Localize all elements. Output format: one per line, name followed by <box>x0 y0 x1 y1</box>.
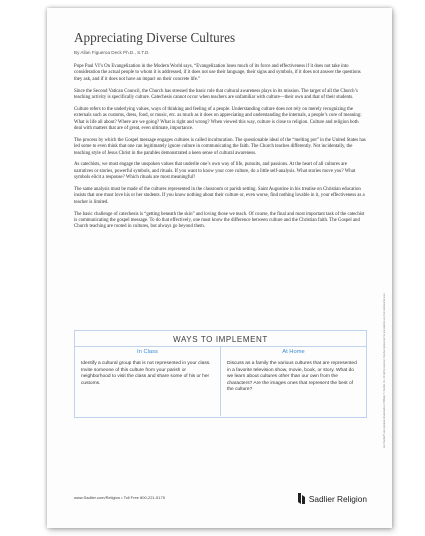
logo-text: Sadlier Religion <box>308 493 367 504</box>
page-title: Appreciating Diverse Cultures <box>74 30 236 45</box>
paragraph-1: Pope Paul VI’s On Evangelization in the Modern World says, “Evangelization loses much of its force and effectiveness if it does not take into consideration the actual people to whom it is addressed, if it does not use their language, their signs and symbols, if it does not answer the questions they ask, and if it does not have an impact on their concrete life.” <box>74 64 361 82</box>
paragraph-6: The same analysis must be made of the cultures represented in the classroom or parish setting. Saint Augustine in his treatise on Christian education insists that one must love his or her students. If you know nothing about their culture or, even worse, find nothing lovable in it, your effectiveness as a teacher is limited. <box>74 187 365 205</box>
paragraph-4: The process by which the Gospel message engages cultures is called inculturation. The questionable ideal of the “melting pot” in the United States has led some to even think that one can legitimately ignore culture in communicating the faith. The Church teaches differently. Not incidentally, the teaching style of Jesus Christ in the parables demonstrated a keen sense of cultural awareness. <box>74 137 366 156</box>
sadlier-logo <box>297 493 367 504</box>
in-class-column <box>75 347 221 416</box>
ways-title: WAYS TO IMPLEMENT <box>173 335 268 344</box>
worksheet-page <box>47 8 392 528</box>
author-byline: By Allan Figueroa Deck Ph.D., S.T.D. <box>74 50 150 55</box>
ways-to-implement-box <box>74 330 367 418</box>
paragraph-5: As catechists, we must engage the unspoken values that underlie one’s own way of life, pursuits, and passions. At the heart of all cultures are narratives or stories, powerful symbols, and rituals. If you want to know your core culture, do a little self-analysis. What stories move you? What symbols elicit a response? Which rituals are most meaningful? <box>74 162 356 181</box>
ways-columns <box>75 346 366 416</box>
sadlier-logo-icon <box>297 493 306 504</box>
article <box>74 30 367 236</box>
at-home-column <box>221 347 366 416</box>
paragraph-7: The basic challenge of catechesis is “getting beneath the skin” and loving those we teach. Of course, the final and most important task of the catechist is communicating the gospel message. To do that effectively, one must know the difference between culture and the Christian faith. The Gospel and Church teaching are rooted in cultures, but always go beyond them. <box>74 211 365 230</box>
paragraph-2: Since the Second Vatican Council, the Church has stressed the basic role that cultural awareness plays in its mission. The target of all the Church’s teaching activity is specifically culture. Catechesis cannot occur when teachers are unfamiliar with culture—their own and that of their students. <box>74 88 358 101</box>
in-class-text: Identify a cultural group that is not represented in your class. Invite someone of this culture from your parish or neighborhood to visit the class and share some of his or her customs. <box>81 361 211 386</box>
copyright-side-text: and Sadlier® are registered trademarks of William H. Sadlier, Inc. All rights reserved. May be reproduced for educational use (not commercial use). <box>383 292 386 448</box>
paragraph-3: Culture refers to the underlying values, ways of thinking and feeling of a people. Understanding culture does not rely on merely recognizing the externals such as customs, dress, food, or music, etc. as much as it does on appreciating and understanding the internals, a people’s core of meaning: What is life all about? Where are we going? What is right and wrong? When viewed this way, culture is close to religion. Culture and religion both deal with matters that are of great, even ultimate, importance. <box>74 106 362 132</box>
at-home-heading: At Home <box>282 349 305 355</box>
footer-url: www.Sadlier.com/Religion • Toll Free 800-221-5175 <box>74 495 165 500</box>
in-class-heading: In Class <box>137 349 158 355</box>
at-home-text: Discuss as a family the various cultures that are represented in a favorite television show, movie, book, or story. What do we learn about cultures other than our own from the characters? Are the images ones that represent the best of the culture? <box>227 361 357 393</box>
